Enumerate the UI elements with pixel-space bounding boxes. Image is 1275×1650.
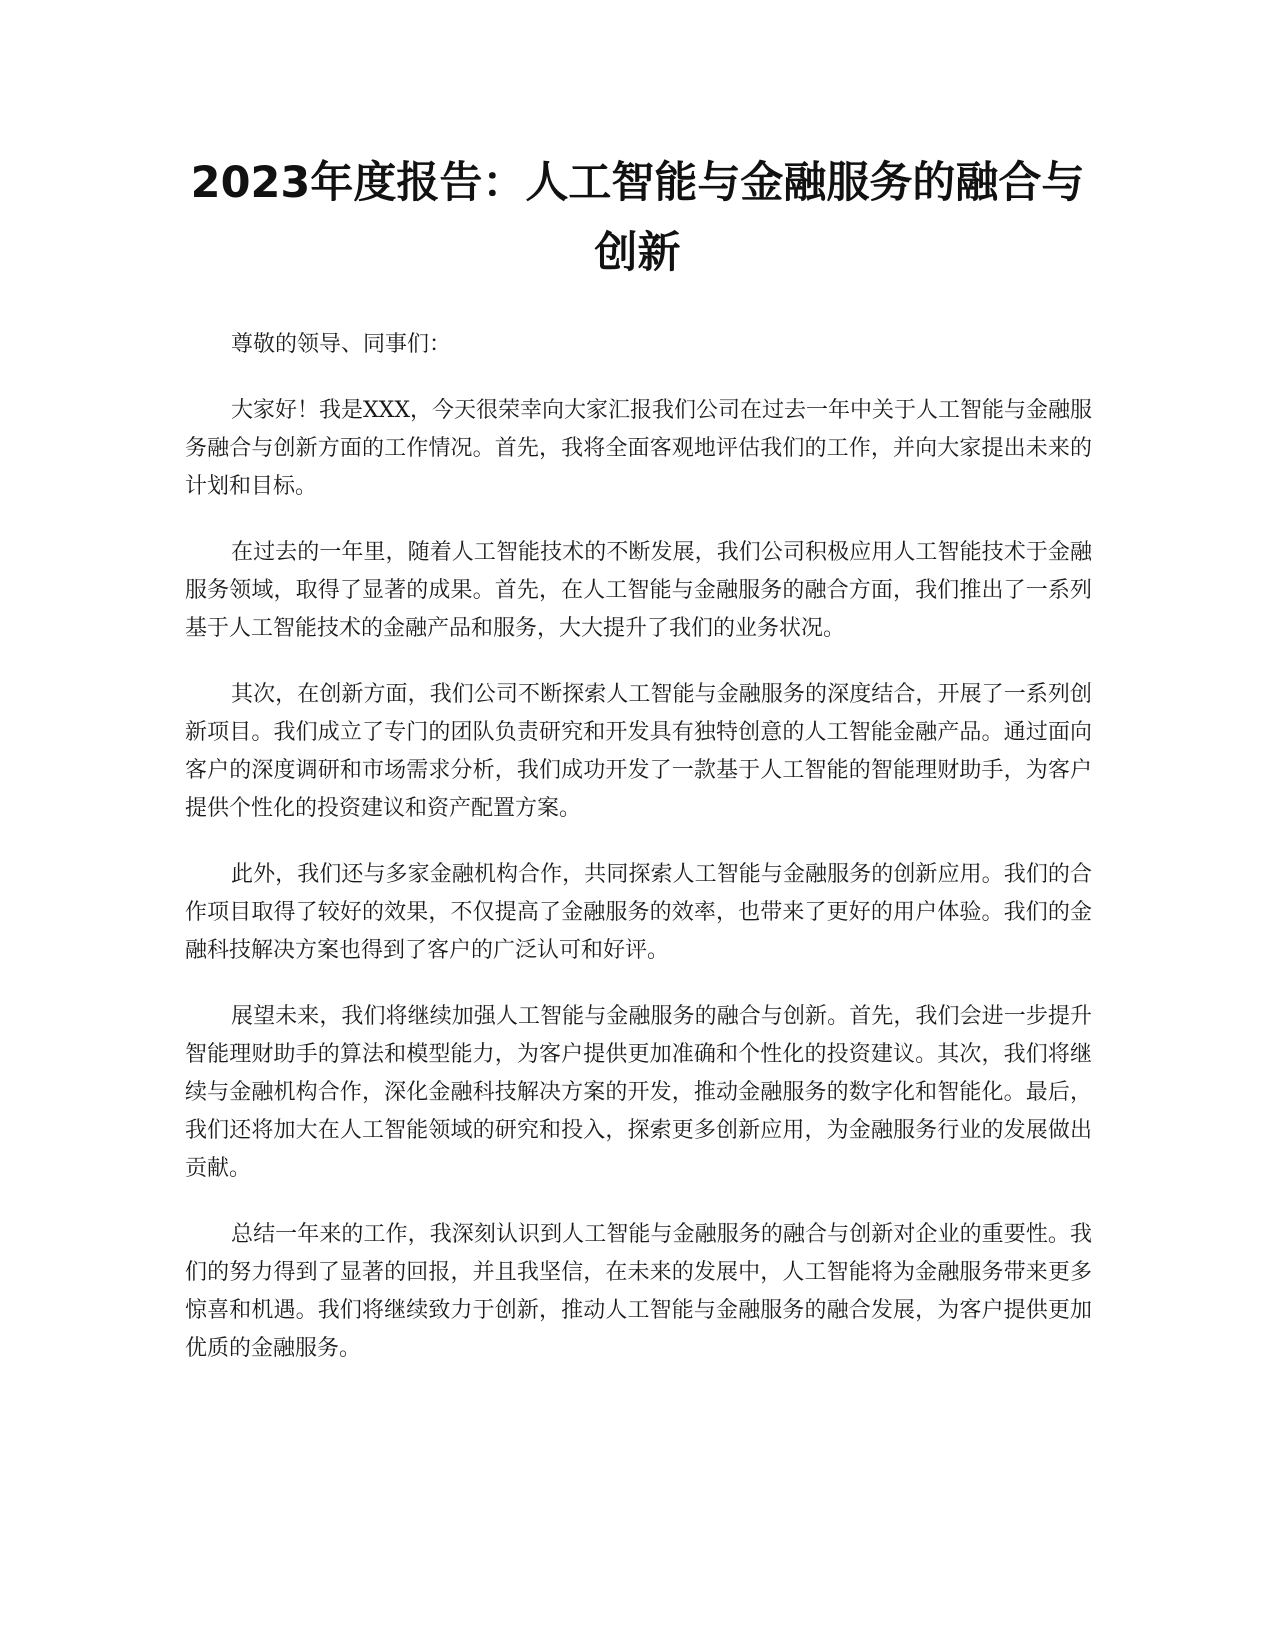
salutation: 尊敬的领导、同事们： <box>231 332 452 357</box>
paragraph-greeting: 大家好！我是XXX，今天很荣幸向大家汇报我们公司在过去一年中关于人工智能与金融服务融合与创新方面的工作情况。首先，我将全面客观地评估我们的工作，并向大家提出未来的计划和目标。 <box>185 398 1092 499</box>
paragraph-partnerships: 此外，我们还与多家金融机构合作，共同探索人工智能与金融服务的创新应用。我们的合作项目取得了较好的效果，不仅提高了金融服务的效率，也带来了更好的用户体验。我们的金融科技解决方案也得到了客户的广泛认可和好评。 <box>185 862 1092 963</box>
document-title: 2023年度报告：人工智能与金融服务的融合与创新 <box>190 158 1085 278</box>
paragraph-innovation: 其次，在创新方面，我们公司不断探索人工智能与金融服务的深度结合，开展了一系列创新项目。我们成立了专门的团队负责研究和开发具有独特创意的人工智能金融产品。通过面向客户的深度调研和市场需求分析，我们成功开发了一款基于人工智能的智能理财助手，为客户提供个性化的投资建议和资产配置方案。 <box>185 682 1092 821</box>
paragraph-summary: 总结一年来的工作，我深刻认识到人工智能与金融服务的融合与创新对企业的重要性。我们的努力得到了显著的回报，并且我坚信，在未来的发展中，人工智能将为金融服务带来更多惊喜和机遇。我们将继续致力于创新，推动人工智能与金融服务的融合发展，为客户提供更加优质的金融服务。 <box>185 1222 1092 1361</box>
paragraph-outlook: 展望未来，我们将继续加强人工智能与金融服务的融合与创新。首先，我们会进一步提升智能理财助手的算法和模型能力，为客户提供更加准确和个性化的投资建议。其次，我们将继续与金融机构合作，深化金融科技解决方案的开发，推动金融服务的数字化和智能化。最后，我们还将加大在人工智能领域的研究和投入，探索更多创新应用，为金融服务行业的发展做出贡献。 <box>185 1004 1092 1181</box>
paragraph-achievements: 在过去的一年里，随着人工智能技术的不断发展，我们公司积极应用人工智能技术于金融服务领域，取得了显著的成果。首先，在人工智能与金融服务的融合方面，我们推出了一系列基于人工智能技术的金融产品和服务，大大提升了我们的业务状况。 <box>185 540 1092 641</box>
document-body <box>185 326 1092 1396</box>
